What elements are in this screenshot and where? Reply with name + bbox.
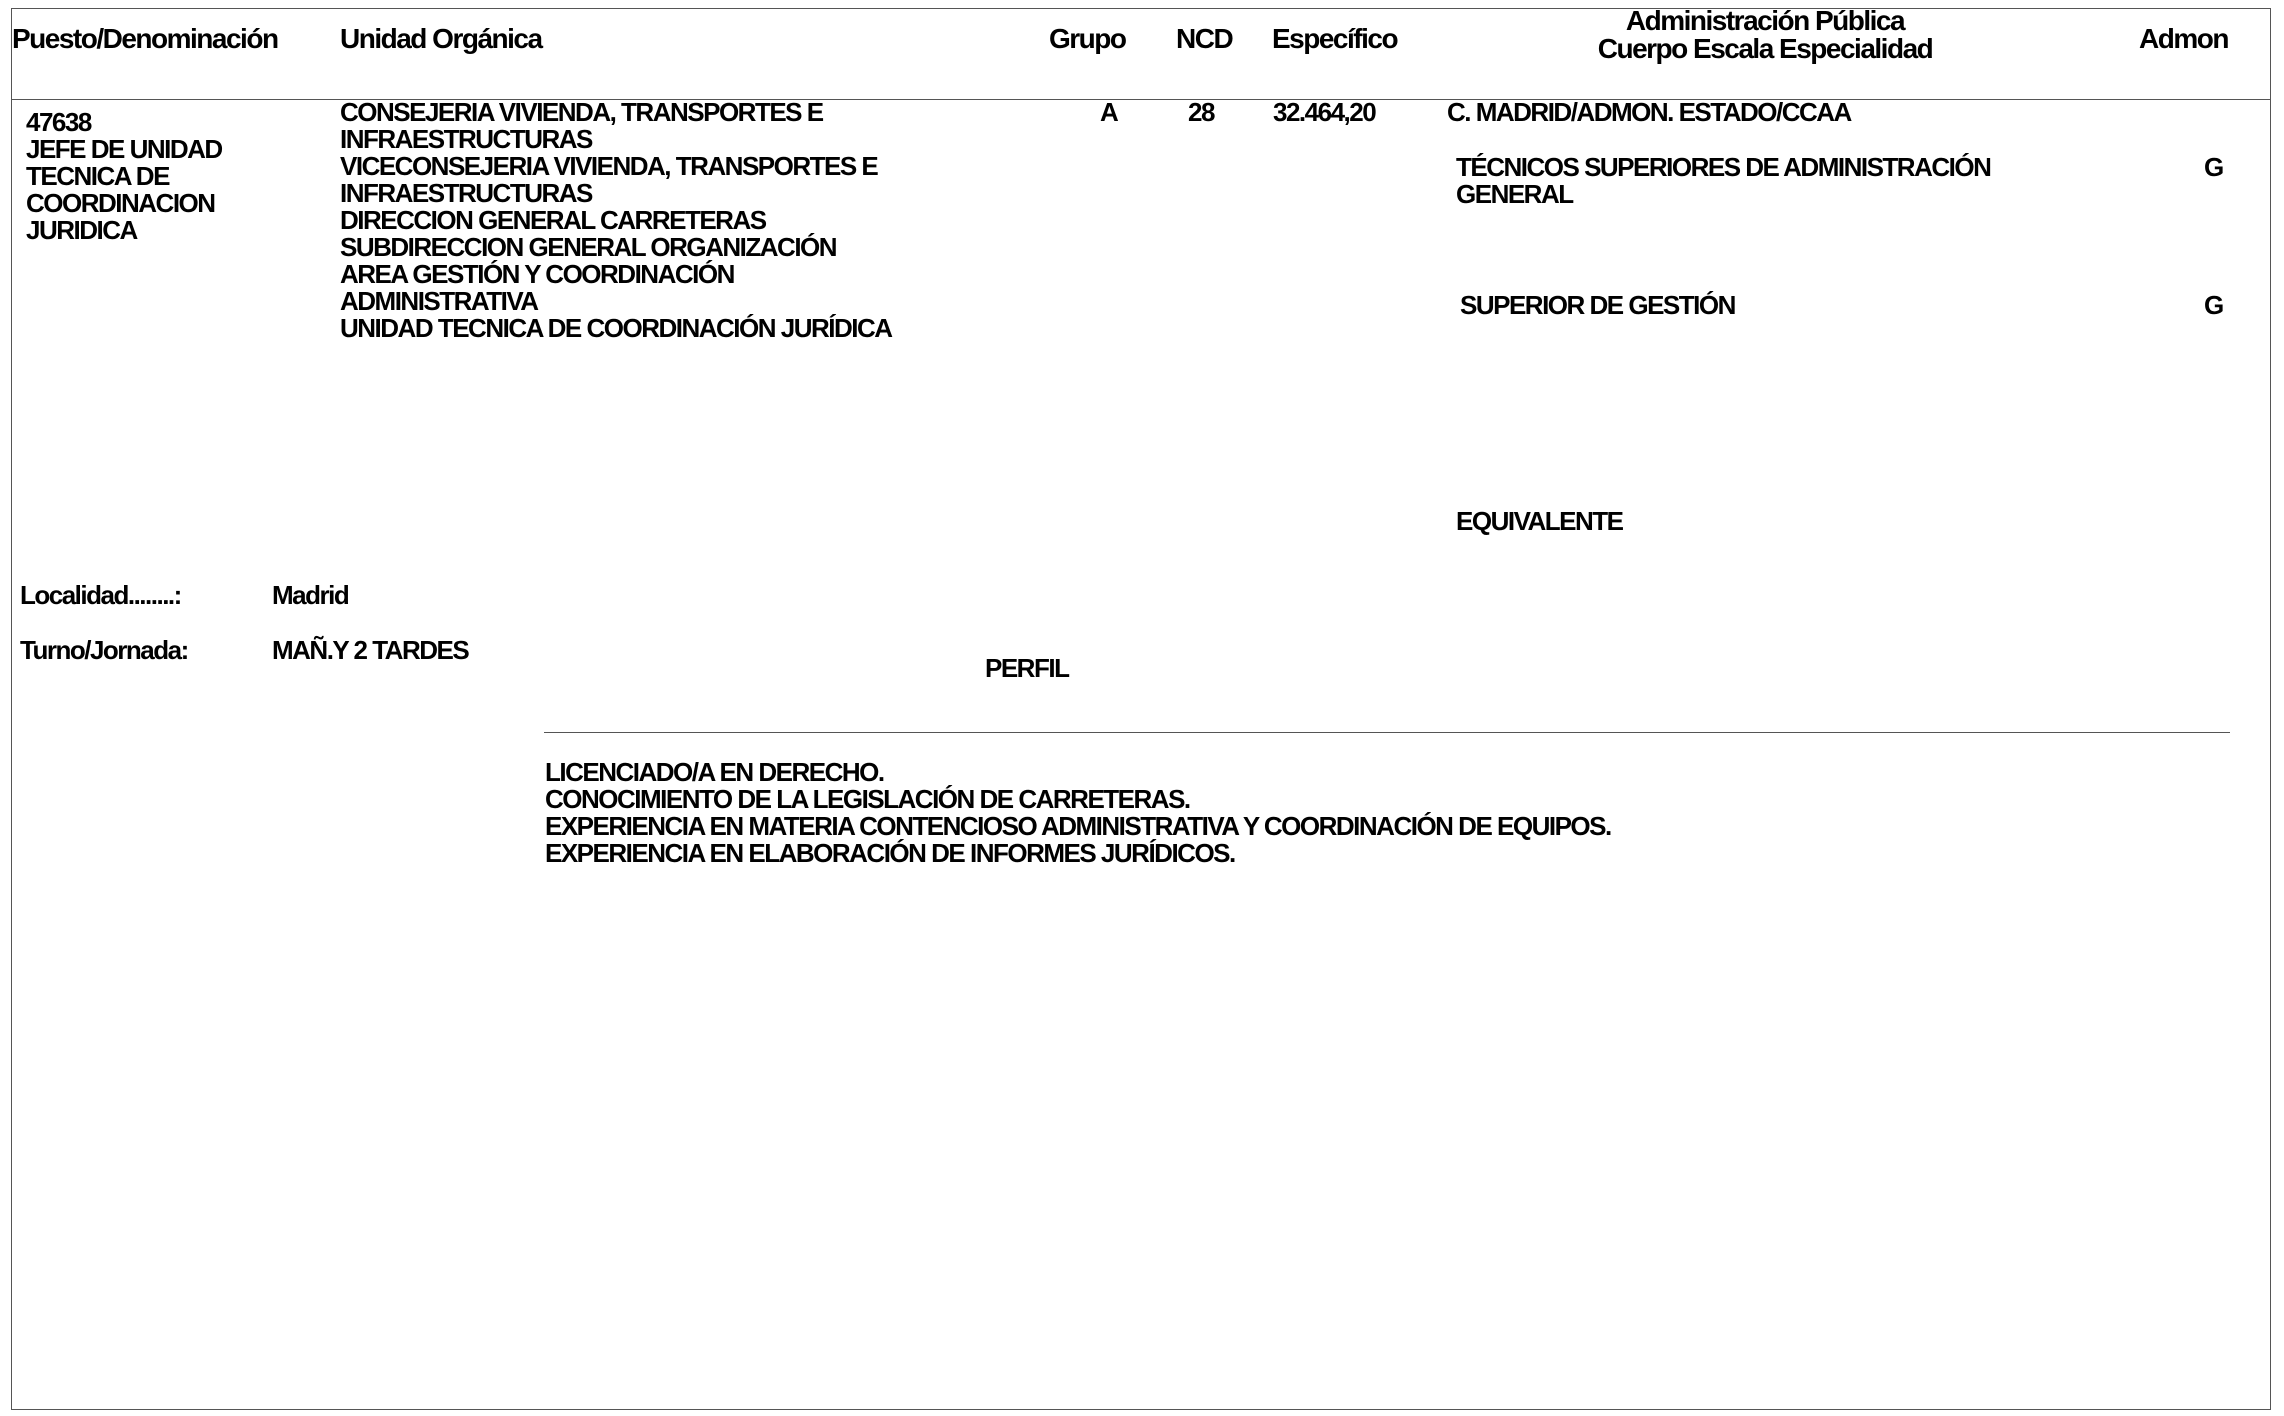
turno-value: MAÑ.Y 2 TARDES [272,635,469,665]
cuerpo-1-line: GENERAL [1456,179,1573,209]
header-grupo: Grupo [1049,23,1126,54]
denominacion-line: JEFE DE UNIDAD [26,134,222,164]
header-especifico: Específico [1272,23,1398,54]
cuerpo-1 [1456,154,1990,208]
grupo-value: A [1100,97,1118,127]
unidad-line: INFRAESTRUCTURAS [340,178,592,208]
header-unidad: Unidad Orgánica [340,23,542,54]
localidad-label: Localidad........: [20,580,181,610]
ncd-value: 28 [1188,97,1214,127]
denominacion-line: COORDINACION [26,188,215,218]
perfil-line: LICENCIADO/A EN DERECHO. [545,757,884,787]
puesto-denominacion [26,136,222,244]
unidad-line: DIRECCION GENERAL CARRETERAS [340,205,766,235]
unidad-line: SUBDIRECCION GENERAL ORGANIZACIÓN [340,232,837,262]
denominacion-line: JURIDICA [26,215,137,245]
unidad-line: ADMINISTRATIVA [340,286,538,316]
cuerpo-1-line: TÉCNICOS SUPERIORES DE ADMINISTRACIÓN [1456,152,1991,182]
cuerpo-2: SUPERIOR DE GESTIÓN [1460,290,1735,320]
localidad-value: Madrid [272,580,349,610]
perfil-line: EXPERIENCIA EN ELABORACIÓN DE INFORMES JURÍDICOS. [545,838,1235,868]
equivalente-label: EQUIVALENTE [1456,506,1623,536]
admon-2-value: G [2204,290,2223,320]
unidad-line: INFRAESTRUCTURAS [340,124,592,154]
unidad-organica [340,99,892,342]
administracion-value: C. MADRID/ADMON. ESTADO/CCAA [1447,97,1851,127]
unidad-line: UNIDAD TECNICA DE COORDINACIÓN JURÍDICA [340,313,892,343]
turno-label: Turno/Jornada: [20,635,188,665]
unidad-line: AREA GESTIÓN Y COORDINACIÓN [340,259,734,289]
header-ncd: NCD [1176,23,1233,54]
header-admon: Admon [2139,23,2228,54]
header-puesto: Puesto/Denominación [12,23,278,54]
header-admin-publica: Administración Pública [1625,5,1905,36]
perfil-divider [544,732,2230,733]
perfil-title: PERFIL [985,653,1069,683]
especifico-value: 32.464,20 [1273,97,1376,127]
header-cuerpo-escala: Cuerpo Escala Especialidad [1597,33,1933,64]
perfil-line: EXPERIENCIA EN MATERIA CONTENCIOSO ADMINISTRATIVA Y COORDINACIÓN DE EQUIPOS. [545,811,1611,841]
unidad-line: VICECONSEJERIA VIVIENDA, TRANSPORTES E [340,151,878,181]
perfil-requirements [545,759,1611,867]
puesto-codigo: 47638 [26,107,91,137]
perfil-line: CONOCIMIENTO DE LA LEGISLACIÓN DE CARRETERAS. [545,784,1190,814]
admon-1-value: G [2204,152,2223,182]
denominacion-line: TECNICA DE [26,161,169,191]
unidad-line: CONSEJERIA VIVIENDA, TRANSPORTES E [340,97,823,127]
